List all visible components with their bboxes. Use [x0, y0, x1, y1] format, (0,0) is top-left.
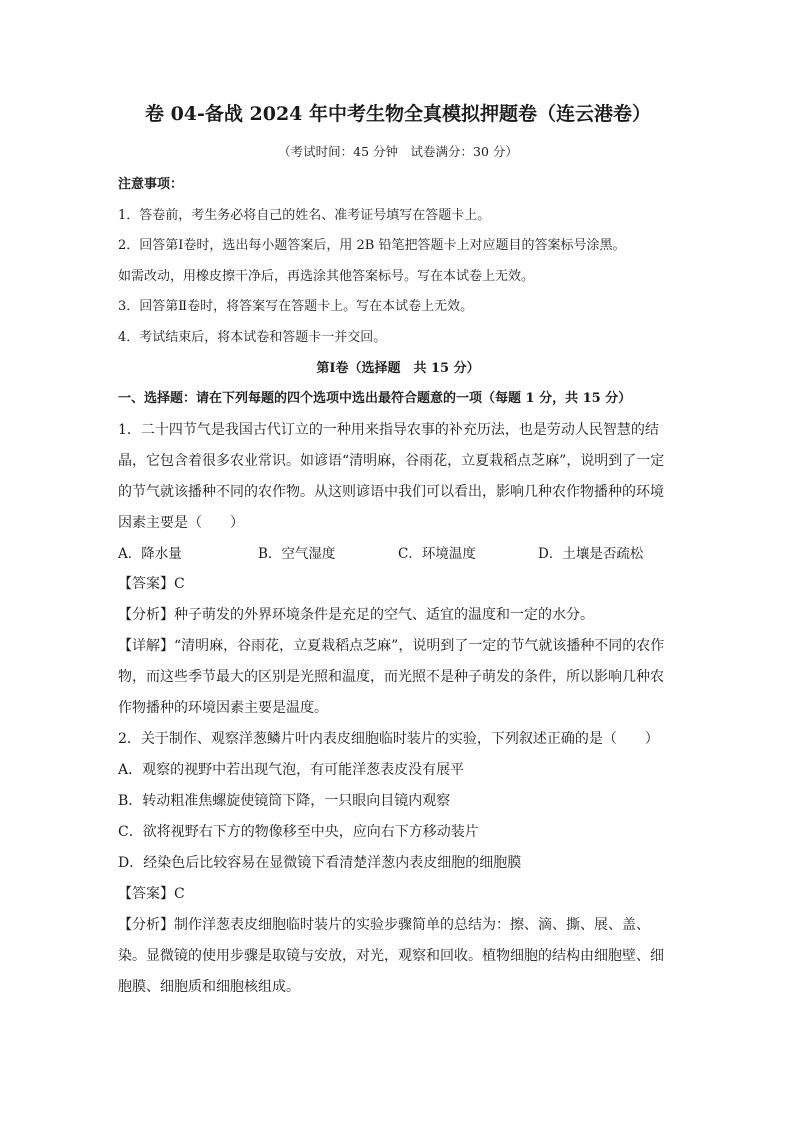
question-1-line: 的节气就该播种不同的农作物。从这则谚语中我们可以看出，影响几种农作物播种的环境 — [118, 483, 664, 500]
section-instruction: 一、选择题：请在下列每题的四个选项中选出最符合题意的一项（每题 1 分，共 15 分） — [118, 391, 632, 407]
option-c: C．环境温度 — [398, 545, 476, 562]
question-2-analysis-line: 胞膜、细胞质和细胞核组成。 — [118, 979, 300, 996]
question-1-analysis: 【分析】种子萌发的外界环境条件是充足的空气、适宜的温度和一定的水分。 — [118, 607, 594, 624]
question-1-options — [118, 539, 678, 570]
notice-heading: 注意事项： — [118, 177, 184, 192]
question-1-detail-line: 作物播种的环境因素主要是温度。 — [118, 700, 328, 717]
question-1-line: 因素主要是（ ） — [118, 514, 244, 531]
question-2-stem: 2．关于制作、观察洋葱鳞片叶内表皮细胞临时装片的实验，下列叙述正确的是（ ） — [118, 731, 659, 748]
question-2-answer: 【答案】C — [118, 886, 185, 903]
option-b: B．空气湿度 — [258, 545, 336, 562]
question-1-line: 晶，它包含着很多农业常识。如谚语“清明麻，谷雨花，立夏栽稻点芝麻”，说明到了一定 — [118, 452, 665, 469]
notice-item: 3．回答第Ⅱ卷时，将答案写在答题卡上。写在本试卷上无效。 — [118, 299, 474, 315]
question-1-detail-line: 物，而这些季节最大的区别是光照和温度，而光照不是种子萌发的条件，所以影响几种农 — [118, 669, 664, 686]
question-1-detail-line: 【详解】“清明麻，谷雨花，立夏栽稻点芝麻”，说明到了一定的节气就该播种不同的农作 — [118, 638, 665, 655]
question-2-option-a: A．观察的视野中若出现气泡，有可能洋葱表皮没有展平 — [118, 762, 465, 779]
exam-title: 卷 04-备战 2024 年中考生物全真模拟押题卷（连云港卷） — [144, 103, 652, 125]
notice-item: 如需改动，用橡皮擦干净后，再选涂其他答案标号。写在本试卷上无效。 — [118, 268, 535, 284]
exam-subtitle: （考试时间：45 分钟 试卷满分：30 分） — [278, 144, 518, 159]
question-2-option-b: B．转动粗准焦螺旋使镜筒下降，一只眼向目镜内观察 — [118, 793, 451, 810]
question-2-analysis-line: 染。显微镜的使用步骤是取镜与安放，对光，观察和回收。植物细胞的结构由细胞壁、细 — [118, 948, 664, 965]
notice-item: 4．考试结束后，将本试卷和答题卡一并交回。 — [118, 329, 387, 345]
section-title: 第Ⅰ卷（选择题 共 15 分） — [316, 360, 480, 376]
question-2-option-d: D．经染色后比较容易在显微镜下看清楚洋葱内表皮细胞的细胞膜 — [118, 855, 522, 872]
notice-item: 1．答卷前，考生务必将自己的姓名、准考证号填写在答题卡上。 — [118, 207, 491, 223]
exam-page — [118, 100, 678, 1003]
question-2-analysis-line: 【分析】制作洋葱表皮细胞临时装片的实验步骤简单的总结为：擦、滴、撕、展、盖、 — [118, 917, 650, 934]
notice-item: 2．回答第Ⅰ卷时，选出每小题答案后，用 2B 铅笔把答题卡上对应题目的答案标号涂黑。 — [118, 238, 626, 254]
question-1-answer: 【答案】C — [118, 576, 185, 593]
question-2-option-c: C．欲将视野右下方的物像移至中央，应向右下方移动装片 — [118, 824, 479, 841]
option-a: A．降水量 — [118, 545, 182, 562]
question-1-line: 1．二十四节气是我国古代订立的一种用来指导农事的补充历法，也是劳动人民智慧的结 — [118, 421, 659, 438]
option-d: D．土壤是否疏松 — [538, 545, 644, 562]
